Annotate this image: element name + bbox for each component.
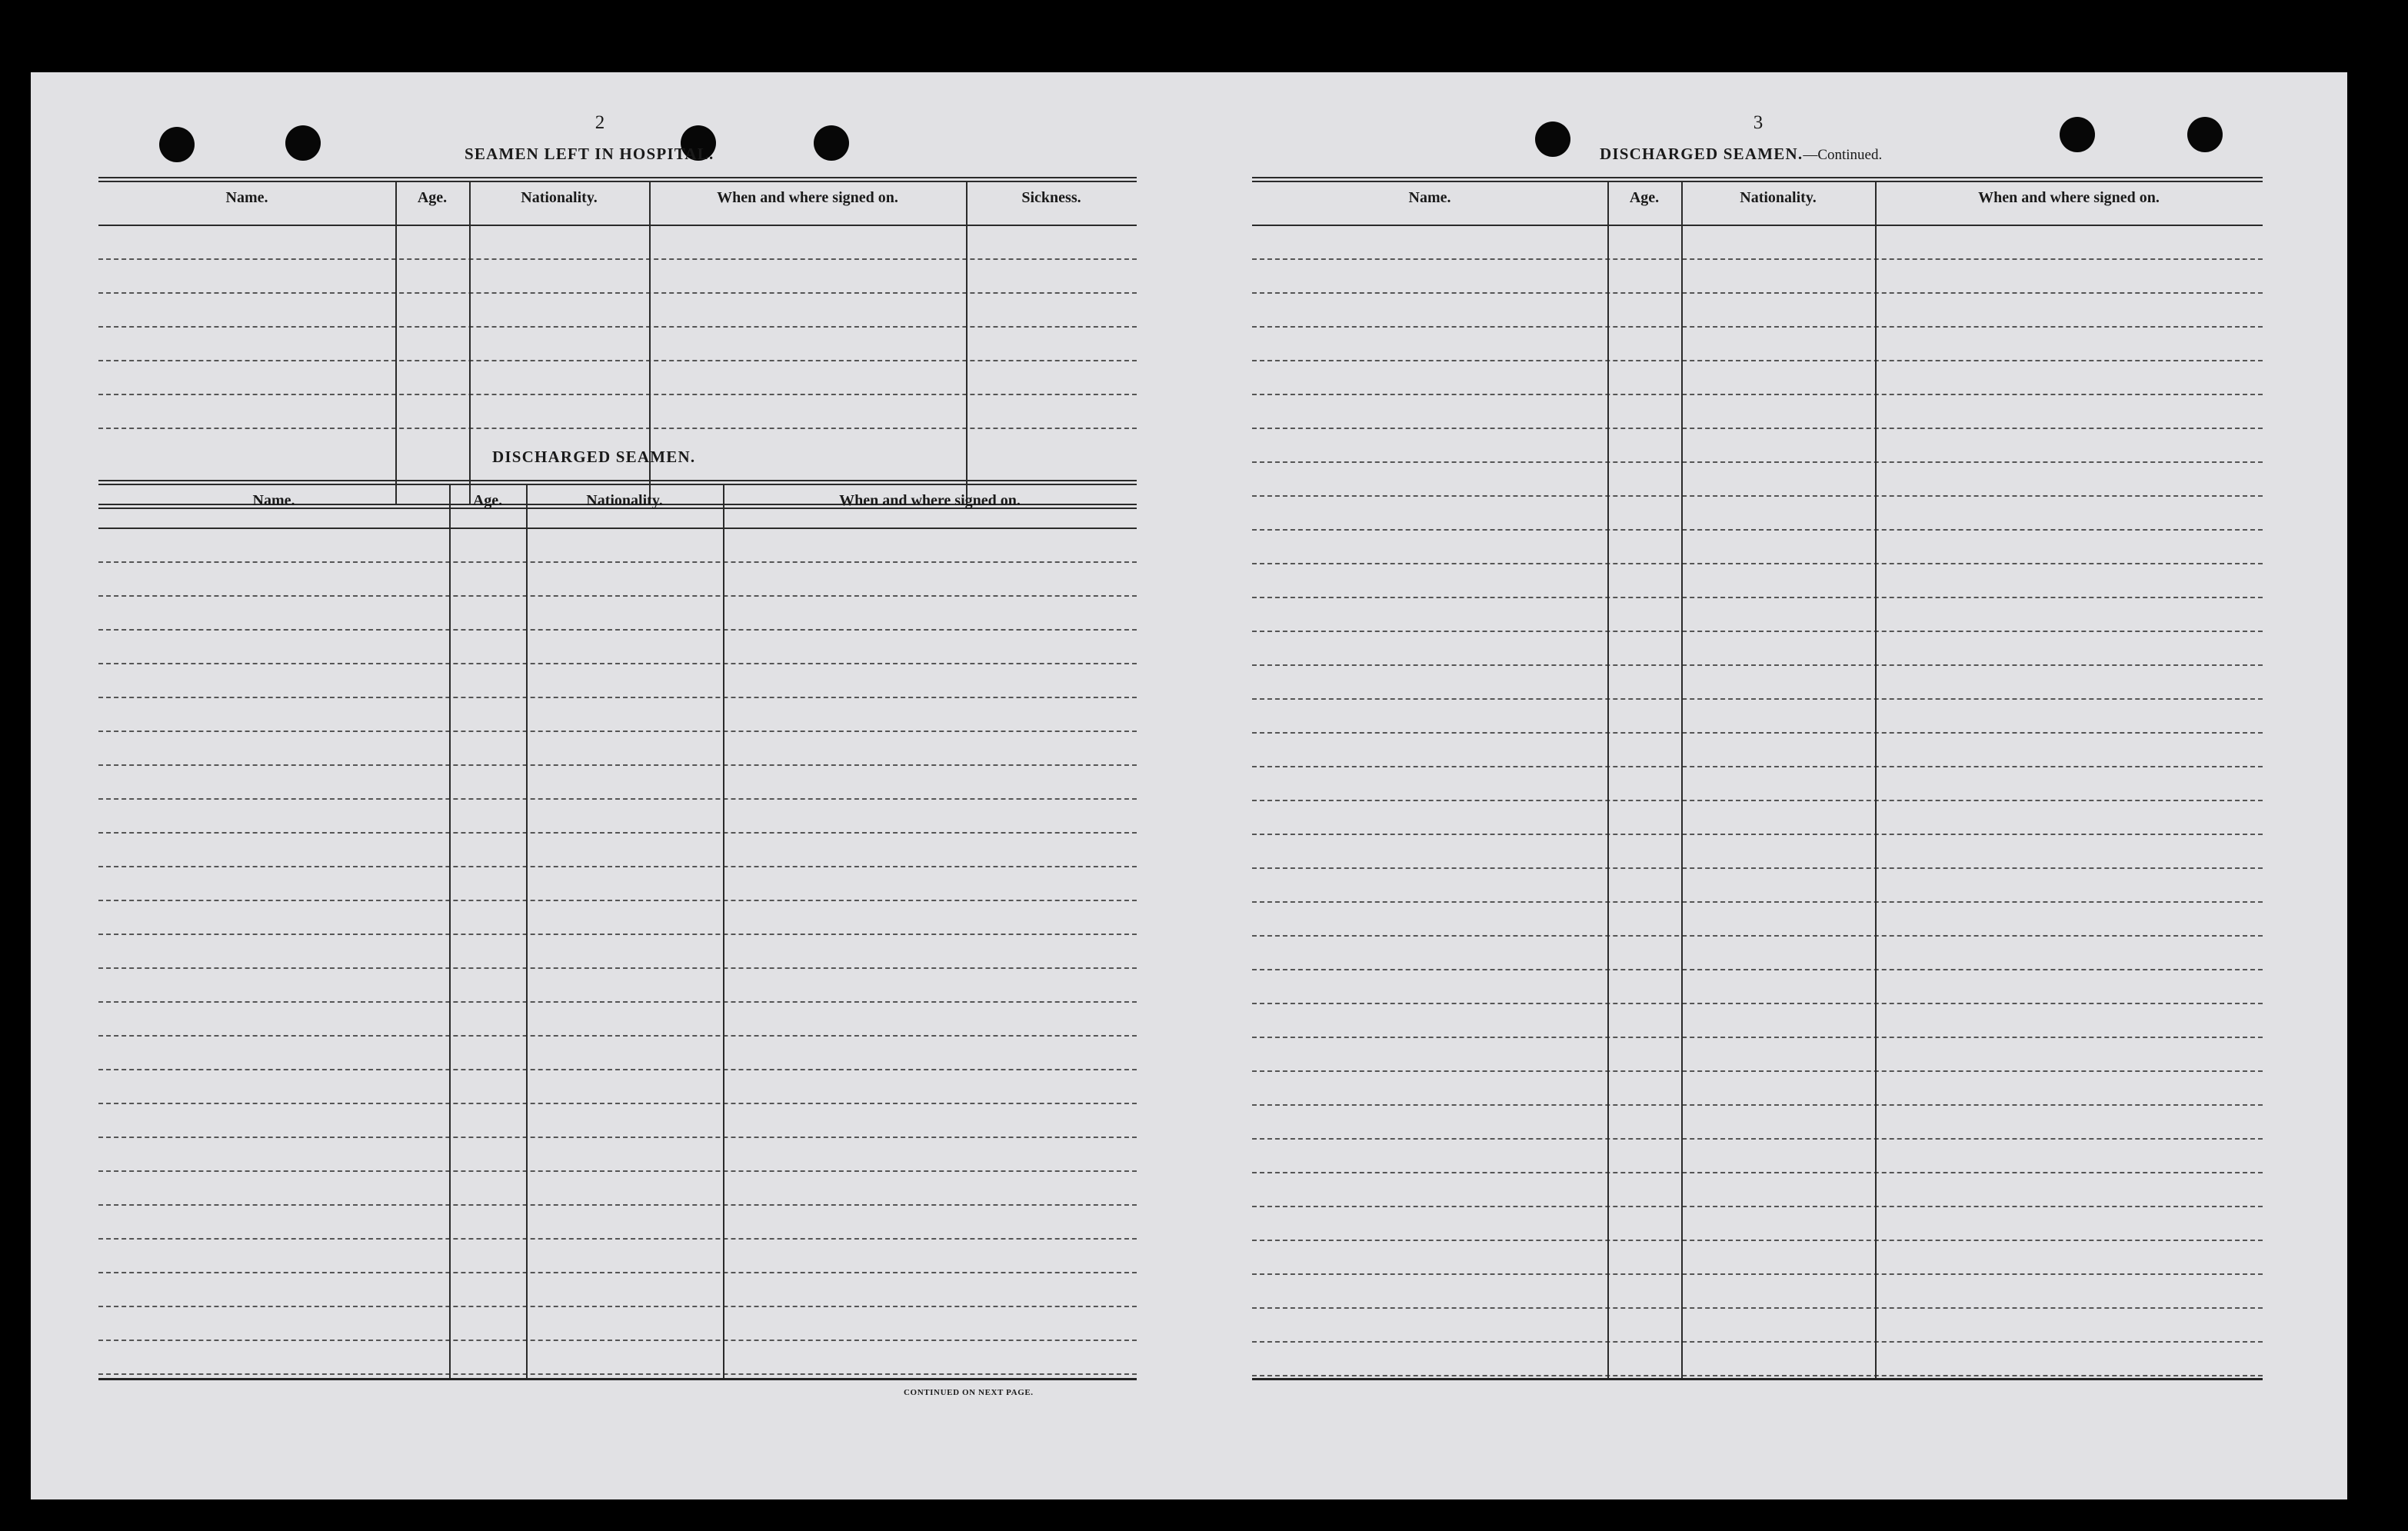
col-header-when-where: When and where signed on. (717, 189, 898, 206)
col-header-name: Name. (1408, 189, 1451, 206)
punch-hole (285, 125, 321, 161)
table-row (1252, 394, 2263, 395)
punch-hole (814, 125, 849, 161)
table-row (1252, 800, 2263, 801)
table-row (1252, 563, 2263, 564)
table-row (1252, 1138, 2263, 1140)
hospital-section-title: SEAMEN LEFT IN HOSPITAL. (465, 145, 714, 163)
title-text: DISCHARGED SEAMEN. (1600, 145, 1804, 163)
table-row (1252, 1273, 2263, 1275)
table-row (1252, 901, 2263, 903)
table-row (98, 258, 1137, 260)
table-row (98, 1001, 1137, 1003)
table-row (1252, 597, 2263, 598)
table-row (98, 1035, 1137, 1037)
discharged-continued-title (1600, 145, 1882, 164)
col-header-age: Age. (1629, 189, 1660, 206)
table-row (1252, 461, 2263, 463)
ledger-sheet (31, 72, 2347, 1499)
discharged-table-left (98, 480, 1137, 1381)
table-row (1252, 935, 2263, 937)
table-row (1252, 1307, 2263, 1309)
table-row (98, 1373, 1137, 1375)
punch-hole (159, 127, 195, 162)
title-suffix: —Continued. (1803, 147, 1883, 163)
page-number-left: 2 (595, 112, 605, 133)
table-row (98, 967, 1137, 969)
table-row (98, 731, 1137, 732)
table-row (98, 394, 1137, 395)
col-header-when-where: When and where signed on. (1978, 189, 2160, 206)
table-row (1252, 1104, 2263, 1106)
table-row (1252, 1037, 2263, 1038)
table-row (1252, 1003, 2263, 1004)
table-row (1252, 1341, 2263, 1343)
table-row (1252, 258, 2263, 260)
table-row (98, 629, 1137, 631)
table-row (98, 1204, 1137, 1206)
table-row (1252, 1375, 2263, 1376)
table-row (98, 1103, 1137, 1104)
table-row (98, 595, 1137, 597)
table-row (1252, 1172, 2263, 1173)
table-row (1252, 969, 2263, 970)
table-row (98, 1069, 1137, 1070)
col-header-nationality: Nationality. (1740, 189, 1817, 206)
table-row (1252, 867, 2263, 869)
col-header-age: Age. (417, 189, 448, 206)
table-row (1252, 428, 2263, 429)
col-header-age: Age. (472, 492, 503, 509)
table-row (98, 798, 1137, 800)
table-row (98, 561, 1137, 563)
table-row (98, 1306, 1137, 1307)
table-row (98, 1272, 1137, 1273)
table-row (98, 832, 1137, 834)
table-row (98, 326, 1137, 328)
table-row (98, 292, 1137, 294)
table-row (1252, 1070, 2263, 1072)
col-header-nationality: Nationality. (586, 492, 663, 509)
table-row (98, 934, 1137, 935)
table-row (98, 866, 1137, 867)
col-header-sickness: Sickness. (1021, 189, 1081, 206)
table-row (98, 1340, 1137, 1341)
table-row (1252, 326, 2263, 328)
continued-note: CONTINUED ON NEXT PAGE. (904, 1388, 1034, 1397)
table-row (1252, 495, 2263, 497)
table-row (98, 900, 1137, 901)
table-row (1252, 698, 2263, 700)
table-row (1252, 292, 2263, 294)
table-row (1252, 529, 2263, 531)
table-row (1252, 1240, 2263, 1241)
table-row (1252, 631, 2263, 632)
table-row (98, 428, 1137, 429)
table-row (98, 360, 1137, 361)
col-header-nationality: Nationality. (521, 189, 598, 206)
discharged-table-right (1252, 177, 2263, 1381)
table-row (98, 1137, 1137, 1138)
table-row (98, 697, 1137, 698)
table-row (1252, 664, 2263, 666)
table-row (1252, 360, 2263, 361)
page-number-right: 3 (1753, 112, 1764, 133)
col-header-when-where: When and where signed on. (839, 492, 1021, 509)
col-header-name: Name. (252, 492, 295, 509)
table-row (1252, 732, 2263, 734)
col-header-name: Name. (225, 189, 268, 206)
table-row (98, 1238, 1137, 1240)
table-row (1252, 1206, 2263, 1207)
punch-hole (1535, 121, 1570, 157)
table-row (98, 1170, 1137, 1172)
table-row (1252, 834, 2263, 835)
table-row (98, 663, 1137, 664)
punch-hole (2060, 117, 2095, 152)
discharged-section-title: DISCHARGED SEAMEN. (492, 448, 696, 466)
table-row (98, 764, 1137, 766)
punch-hole (2187, 117, 2223, 152)
table-row (1252, 766, 2263, 767)
